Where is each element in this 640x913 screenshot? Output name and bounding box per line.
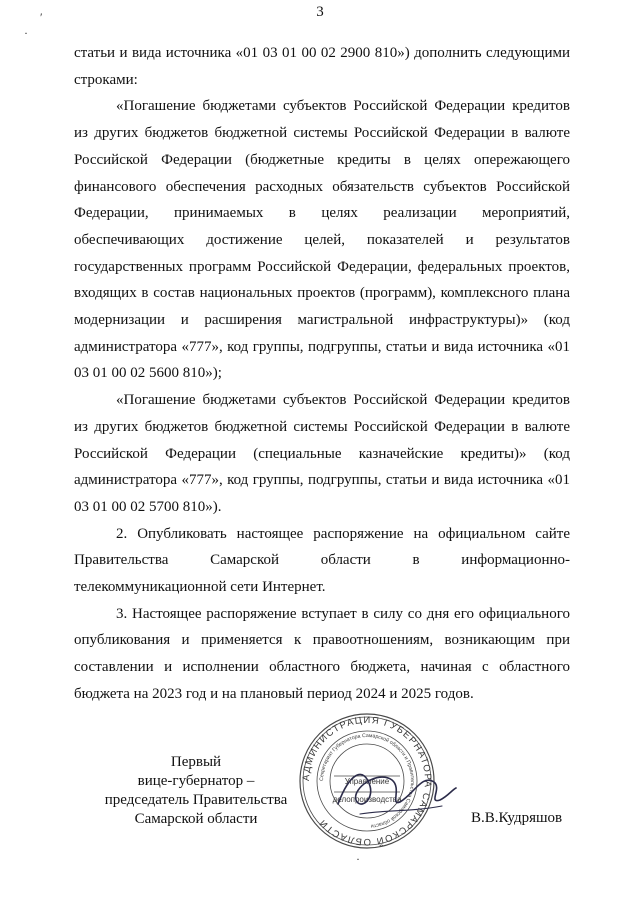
svg-text:делопроизводства: делопроизводства xyxy=(332,795,402,804)
document-body xyxy=(74,40,570,708)
signatory-title-line: Первый xyxy=(170,754,222,770)
paragraph-item-2: 2. Опубликовать настоящее распоряжение на официальном сайте Правительства Самарской области в информационно-телекоммуникационной сети Интернет. xyxy=(74,525,570,596)
scan-mark: · xyxy=(356,852,360,866)
signatory-title-line: председатель Правительства xyxy=(104,792,288,808)
paragraph-item-3: 3. Настоящее распоряжение вступает в силу со дня его официального опубликования и применяется к правоотношениям, возникающим при составлении и исполнении областного бюджета, начиная с областного бюджета на 2023 год и на плановый период 2024 и 2025 годов. xyxy=(74,605,570,702)
page-number: 3 xyxy=(316,4,324,20)
svg-text:Управление: Управление xyxy=(344,777,390,786)
scan-mark: · xyxy=(24,26,28,40)
signatory-title-line: вице-губернатор – xyxy=(137,773,255,789)
svg-text:АДМИНИСТРАЦИЯ ГУБЕРНАТОРА САМА: АДМИНИСТРАЦИЯ ГУБЕРНАТОРА САМАРСКОЙ ОБЛАСТИ xyxy=(300,714,434,848)
signatory-title-line: Самарской области xyxy=(134,811,258,827)
handwritten-signature xyxy=(330,752,460,832)
paragraph-quote-budget-credits: «Погашение бюджетами субъектов Российской Федерации кредитов из других бюджетов бюджетной системы Российской Федерации в валюте Российской Федерации (бюджетные кредиты в целях опережающего финансового обеспечения расходных обязательств субъектов Российской Федерации, принимаемых в целях реализации мероприятий, обеспечивающих достижение целей, показателей и результатов государственных программ Российской Федерации, федеральных проектов, входящих в состав национальных проектов (программ), комплексного плана модернизации и расширения магистральной инфраструктуры)» (код администратора «777», код группы, подгруппы, статьи и вида источника «01 03 01 00 02 5600 810»); xyxy=(74,98,570,382)
paragraph-continuation: статьи и вида источника «01 03 01 00 02 2900 810») дополнить следующими строками: xyxy=(74,45,570,88)
scan-mark: ′ xyxy=(40,10,43,24)
signatory-name: В.В.Кудряшов xyxy=(471,810,563,826)
signatory-title xyxy=(96,753,296,829)
paragraph-quote-treasury-credits: «Погашение бюджетами субъектов Российской Федерации кредитов из других бюджетов бюджетной системы Российской Федерации в валюте Российской Федерации (специальные казначейские кредиты)» (код администратора «777», код группы, подгруппы, статьи и вида источника «01 03 01 00 02 5700 810»). xyxy=(74,392,570,515)
svg-text:Секретариат Губернатора Самарс: Секретариат Губернатора Самарской области и Правительства Самарской области xyxy=(318,732,416,829)
